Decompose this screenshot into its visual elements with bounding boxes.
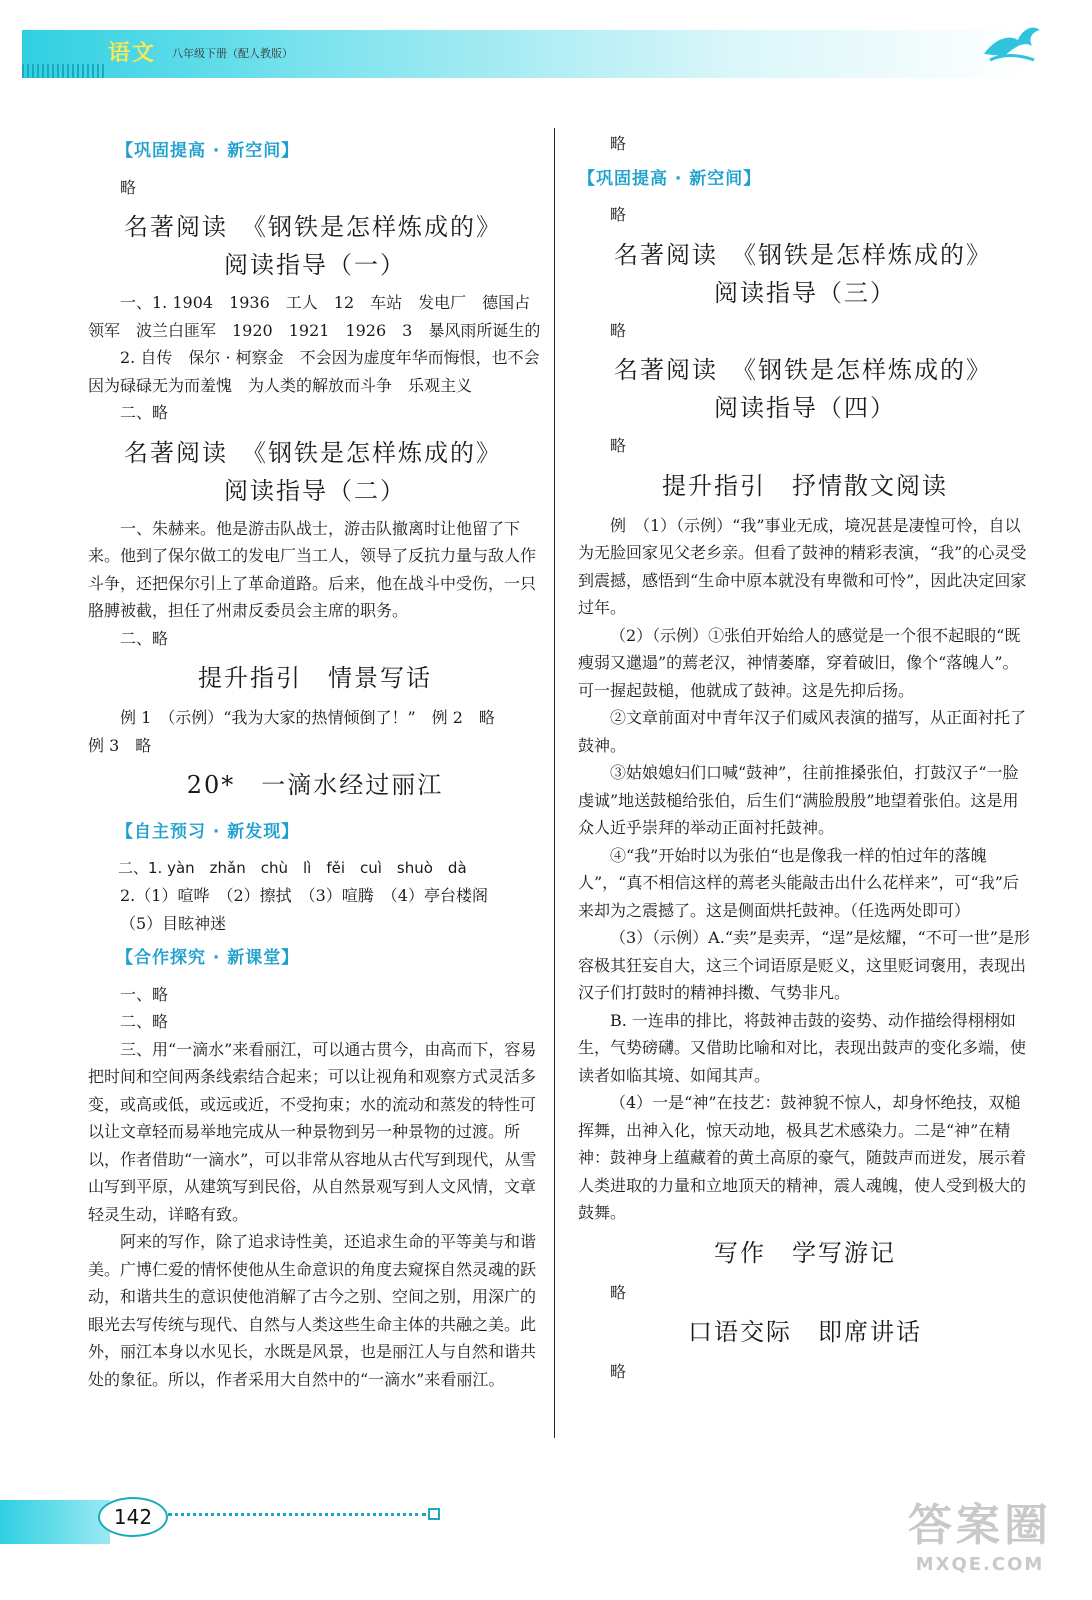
column-divider: [554, 128, 555, 1438]
answer-text: （2）（示例）①张伯开始给人的感觉是一个很不起眼的“既瘦弱又邋遢”的蔫老汉，神情萎靡，穿着破旧，像个“落魄人”。可一握起鼓槌，他就成了鼓神。这是先抑后扬。: [578, 625, 1021, 700]
lesson-title: 20* 一滴水经过丽江: [186, 771, 444, 799]
section-label: 【自主预习 · 新发现】: [116, 822, 300, 842]
answer-text: 二、略: [120, 1012, 169, 1031]
answer-text: 略: [610, 1282, 627, 1302]
subject-title: 语文: [108, 41, 157, 66]
section-label: 【巩固提高 · 新空间】: [116, 141, 300, 161]
left-column: [88, 130, 542, 1393]
answer-text: ④“我”开始时以为张伯“也是像我一样的怕过年的落魄人”，“真不相信这样的蔫老头能敲击出什么花样来”，可“我”后来却为之震撼了。这是侧面烘托鼓神。（任选两处即可）: [578, 845, 1019, 920]
heading-text: 名著阅读 《钢铁是怎样炼成的》: [124, 438, 502, 467]
answer-text: 二、略: [120, 403, 169, 422]
answer-text: 略: [610, 205, 627, 224]
section-label: 【合作探究 · 新课堂】: [116, 948, 300, 968]
answer-text: 2. 自传 保尔 · 柯察金 不会因为虚度年华而悔恨，也不会因为碌碌无为而羞愧 为人类的解放而斗争 乐观主义: [88, 348, 540, 395]
answer-text: 一、1. 1904 1936 工人 12 车站 发电厂 德国占领军 波兰白匪军 1920 1921 1926 3 暴风雨所诞生的: [88, 293, 541, 340]
watermark: [890, 1498, 1070, 1588]
heading-sub: 阅读指导（二）: [224, 476, 406, 505]
answer-text: （5）目眩神迷: [120, 913, 227, 933]
answer-text: ③姑娘媳妇们口喊“鼓神”，往前推搡张伯，打鼓汉子“一脸虔诚”地送鼓槌给张伯，后生们“满脸殷殷”地望着张伯。这是用众人近乎崇拜的举动正面衬托鼓神。: [578, 763, 1019, 837]
answer-text: （4）一是“神”在技艺：鼓神貌不惊人，却身怀绝技，双槌挥舞，出神入化，惊天动地，极具艺术感染力。二是“神”在精神：鼓神身上蕴藏着的黄土高原的豪气，随鼓声而迸发，展示着人类进取的力量和立地顶天的精神，震人魂魄，使人受到极大的鼓舞。: [578, 1093, 1027, 1222]
answer-text: 略: [610, 134, 627, 153]
answer-text: 一、朱赫来。他是游击队战士，游击队撤离时让他留了下来。他到了保尔做工的发电厂当工人，领导了反抗力量与敌人作斗争，还把保尔引上了革命道路。后来，他在战斗中受伤，一只胳膊被截，担任了州肃反委员会主席的职务。: [88, 518, 537, 620]
heading-sub: 阅读指导（三）: [714, 278, 896, 307]
section-label: 【巩固提高 · 新空间】: [578, 168, 762, 189]
footer-square-icon: [428, 1508, 440, 1520]
heading-text: 名著阅读 《钢铁是怎样炼成的》: [614, 356, 992, 384]
answer-text: 略: [610, 436, 627, 455]
answer-text: 三、用“一滴水”来看丽江，可以通古贯今，由高而下，容易把时间和空间两条线索结合起来；可以让视角和观察方式灵活多变，或高或低，或远或近，不受拘束；水的流动和蒸发的特性可以让文章轻而易举地完成从一种景物到另一种景物的过渡。所以，作者借助“一滴水”，可以非常从容地从古代写到现代，从雪山写到平原，从建筑写到民俗，从自然景观写到人文风情，文章轻灵生动，详略有致。: [88, 1039, 537, 1224]
answer-text: 略: [610, 320, 627, 340]
answer-text: （3）（示例）A.“卖”是卖弄，“逞”是炫耀，“不可一世”是形容极其狂妄自大，这三个词语原是贬义，这里贬词褒用，表现出汉子们打鼓时的精神抖擞、气势非凡。: [578, 928, 1030, 1002]
heading: 口语交际 即席讲话: [688, 1318, 922, 1346]
heading-text: 名著阅读 《钢铁是怎样炼成的》: [124, 213, 502, 241]
answer-text: 例 1 （示例）“我为大家的热情倾倒了！” 例 2 略: [120, 708, 495, 727]
wave-icon: [982, 20, 1042, 64]
heading: [88, 209, 542, 245]
right-column: [578, 130, 1032, 1386]
watermark-title: 答案圈: [908, 1500, 1052, 1551]
page-number: 142: [98, 1497, 168, 1537]
answer-text: 二、略: [120, 628, 169, 648]
heading: 提升指引 抒情散文阅读: [662, 471, 948, 500]
answer-text: B. 一连串的排比，将鼓神击鼓的姿势、动作描绘得栩栩如生，气势磅礴。又借助比喻和对比，表现出鼓声的变化多端，使读者如临其境、如闻其声。: [578, 1010, 1027, 1085]
footer-dotted-line: [168, 1513, 426, 1516]
answer-text: 略: [610, 1362, 627, 1381]
heading-text: 名著阅读 《钢铁是怎样炼成的》: [614, 240, 992, 269]
answer-text: ②文章前面对中青年汉子们威风表演的描写，从正面衬托了鼓神。: [578, 708, 1027, 755]
pinyin-answer: 二、1. yàn zhǎn chù lì fěi cuì shuò dà: [118, 858, 467, 877]
heading: 写作 学写游记: [714, 1238, 896, 1267]
heading: [88, 435, 542, 471]
footer-bar: [0, 1500, 110, 1544]
heading: [578, 237, 1032, 273]
heading-sub: 阅读指导（一）: [224, 251, 406, 279]
heading-sub: 阅读指导（四）: [714, 394, 896, 422]
heading: [578, 352, 1032, 388]
answer-text: 例 3 略: [88, 735, 152, 755]
header-ticks: [22, 64, 104, 78]
answer-text: 阿来的写作，除了追求诗性美，还追求生命的平等美与和谐美。广博仁爱的情怀使他从生命意识的角度去窥探自然灵魂的跃动，和谐共生的意识使他消解了古今之别、空间之别，用深广的眼光去写传统与现代、自然与人类这些生命主体的共融之美。此外，丽江本身以水见长，水既是风景，也是丽江人与自然和谐共处的象征。所以，作者采用大自然中的“一滴水”来看丽江。: [88, 1232, 537, 1389]
answer-text: 2.（1）喧哗 （2）擦拭 （3）喧腾 （4）亭台楼阁: [120, 886, 488, 905]
answer-text: 略: [120, 177, 137, 197]
answer-text: 例 （1）（示例）“我”事业无成，境况甚是凄惶可怜，自以为无脸回家见父老乡亲。但看了鼓神的精彩表演，“我”的心灵受到震撼，感悟到“生命中原本就没有卑微和可怜”，因此决定回家过年。: [578, 515, 1027, 617]
answer-text: 一、略: [120, 984, 169, 1004]
grade-label: 八年级下册（配人教版）: [172, 47, 293, 60]
heading: 提升指引 情景写话: [198, 664, 432, 692]
watermark-url: MXQE.COM: [915, 1554, 1045, 1575]
